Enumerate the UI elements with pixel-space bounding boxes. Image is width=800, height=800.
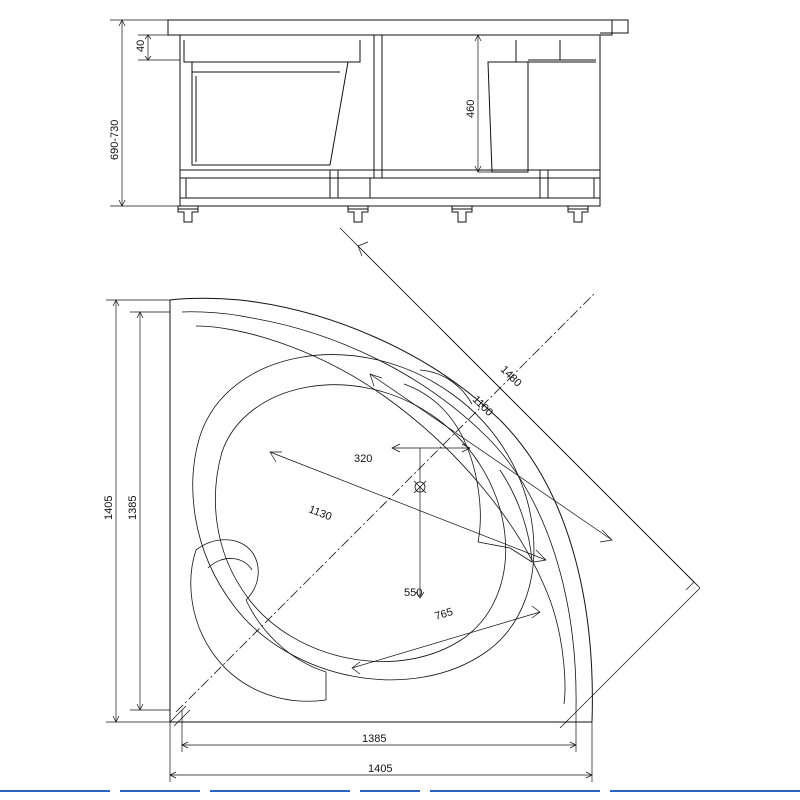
- dimension-550: [330, 487, 520, 599]
- dim-label-1130: 1130: [306, 503, 334, 524]
- dim-label-1385-h: 1385: [362, 733, 387, 745]
- dim-label-550: 550: [404, 587, 423, 599]
- dimension-1385-horizontal: [182, 733, 576, 748]
- footer-accent-bar: [0, 784, 800, 800]
- dim-label-1405-h: 1405: [368, 763, 393, 775]
- dimension-690-730: [109, 20, 125, 206]
- dim-label-460: 460: [465, 99, 477, 118]
- front-elevation-view: [109, 20, 628, 222]
- dimension-40: [135, 35, 151, 60]
- dim-label-765: 765: [433, 606, 455, 623]
- plan-view: [103, 40, 700, 782]
- dimension-1100: [370, 374, 612, 542]
- dim-label-1385-v: 1385: [127, 495, 139, 520]
- dim-label-320: 320: [354, 453, 373, 465]
- support-feet: [178, 206, 588, 222]
- dimension-1405-vertical: [103, 300, 119, 722]
- dimension-765: [352, 606, 540, 674]
- dim-label-1480: 1480: [497, 363, 524, 390]
- dimension-460: [465, 35, 520, 172]
- dim-label-1405-v: 1405: [103, 495, 115, 520]
- dim-label-40: 40: [135, 39, 147, 52]
- dim-label-690-730: 690-730: [109, 119, 121, 160]
- dimension-1405-horizontal: [170, 763, 592, 778]
- dim-label-1100: 1100: [469, 393, 496, 419]
- dimension-1385-vertical: [127, 312, 143, 710]
